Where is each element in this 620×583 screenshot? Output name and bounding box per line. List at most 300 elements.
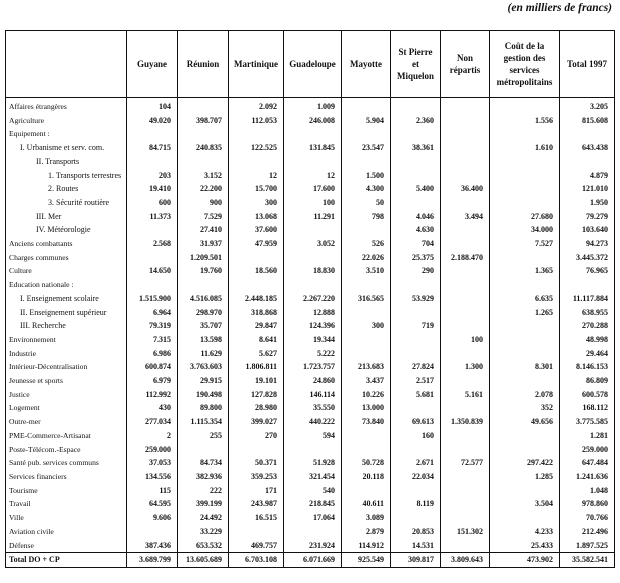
cell-value (490, 278, 560, 292)
cell-value (490, 98, 560, 114)
cell-value: 122.525 (229, 141, 284, 155)
cell-value: 27.824 (391, 360, 441, 374)
cell-value (490, 251, 560, 265)
cell-value: 50.728 (342, 456, 391, 470)
cell-value: 14.650 (127, 264, 178, 278)
cell-value: 84.715 (127, 141, 178, 155)
cell-value: 300 (342, 319, 391, 333)
cell-value: 3.494 (441, 210, 490, 224)
cell-value: 5.904 (342, 114, 391, 128)
cell-value (284, 155, 342, 169)
cell-value (391, 347, 441, 361)
cell-value (284, 251, 342, 265)
cell-value (127, 525, 178, 539)
cell-value (284, 525, 342, 539)
cell-value: 38.361 (391, 141, 441, 155)
cell-value: 22.034 (391, 470, 441, 484)
cell-value (178, 155, 229, 169)
cell-value: 131.845 (284, 141, 342, 155)
cell-value: 653.532 (178, 539, 229, 553)
cell-value: 79.279 (560, 210, 615, 224)
cell-value: 4.046 (391, 210, 441, 224)
cell-value: 1.281 (560, 429, 615, 443)
cell-value (441, 278, 490, 292)
cell-value (342, 155, 391, 169)
cell-value: 84.734 (178, 456, 229, 470)
cell-value: 36.400 (441, 182, 490, 196)
table-row (6, 470, 615, 484)
cell-value: 24.492 (178, 511, 229, 525)
row-label: Outre-mer (6, 415, 127, 429)
cell-value: 100 (284, 196, 342, 210)
cell-value: 7.315 (127, 333, 178, 347)
row-label: Défense (6, 539, 127, 553)
cell-value: 270.288 (560, 319, 615, 333)
row-label: II. Enseignement supérieur (6, 306, 127, 320)
cell-value: 600.874 (127, 360, 178, 374)
cell-value (391, 401, 441, 415)
cell-value: 430 (127, 401, 178, 415)
cell-value: 15.700 (229, 182, 284, 196)
cell-value: 35.707 (178, 319, 229, 333)
cell-value (342, 443, 391, 457)
cell-value: 160 (391, 429, 441, 443)
cell-value: 469.757 (229, 539, 284, 553)
cell-value: 2.671 (391, 456, 441, 470)
table-row (6, 497, 615, 511)
cell-value: 600 (127, 196, 178, 210)
cell-value: 4.300 (342, 182, 391, 196)
cell-value: 20.853 (391, 525, 441, 539)
cell-value: 978.860 (560, 497, 615, 511)
cell-value: 27.680 (490, 210, 560, 224)
cell-value (229, 251, 284, 265)
cell-value (178, 98, 229, 114)
table-row (6, 429, 615, 443)
cell-value (441, 539, 490, 553)
cell-value (342, 347, 391, 361)
cell-value: 3.437 (342, 374, 391, 388)
table-row (6, 415, 615, 429)
cell-value: 115 (127, 484, 178, 498)
cell-value (560, 278, 615, 292)
cell-value: 6.635 (490, 292, 560, 306)
row-label: Affaires étrangères (6, 98, 127, 114)
cell-value: 318.868 (229, 306, 284, 320)
table-row (6, 127, 615, 141)
cell-value: 171 (229, 484, 284, 498)
cell-value: 218.845 (284, 497, 342, 511)
cell-value: 4.630 (391, 223, 441, 237)
cell-value: 212.496 (560, 525, 615, 539)
cell-value (229, 525, 284, 539)
cell-value: 3.152 (178, 169, 229, 183)
cell-value: 112.053 (229, 114, 284, 128)
cell-value: 798 (342, 210, 391, 224)
table-row (6, 306, 615, 320)
row-label: III. Mer (6, 210, 127, 224)
cell-value: 1.556 (490, 114, 560, 128)
cell-value: 4.233 (490, 525, 560, 539)
cell-value: 316.565 (342, 292, 391, 306)
cell-value: 86.809 (560, 374, 615, 388)
cell-value: 72.577 (441, 456, 490, 470)
table-row (6, 456, 615, 470)
table-row (6, 333, 615, 347)
cell-value: 643.438 (560, 141, 615, 155)
cell-value: 309.817 (391, 553, 441, 568)
row-label: 1. Transports terrestres (6, 169, 127, 183)
cell-value (441, 429, 490, 443)
cell-value: 382.936 (178, 470, 229, 484)
row-label: Industrie (6, 347, 127, 361)
cell-value (490, 443, 560, 457)
cell-value: 255 (178, 429, 229, 443)
table-row (6, 319, 615, 333)
cell-value: 34.000 (490, 223, 560, 237)
row-label: Anciens combattants (6, 237, 127, 251)
cell-value (490, 127, 560, 141)
cell-value: 2.267.220 (284, 292, 342, 306)
cell-value: 100 (441, 333, 490, 347)
cell-value (391, 278, 441, 292)
cell-value: 900 (178, 196, 229, 210)
cell-value: 37.600 (229, 223, 284, 237)
cell-value: 1.265 (490, 306, 560, 320)
cell-value: 49.020 (127, 114, 178, 128)
cell-value (391, 169, 441, 183)
cell-value: 79.319 (127, 319, 178, 333)
cell-value: 473.902 (490, 553, 560, 568)
cell-value: 222 (178, 484, 229, 498)
row-label: Logement (6, 401, 127, 415)
cell-value: 2.092 (229, 98, 284, 114)
cell-value: 5.222 (284, 347, 342, 361)
cell-value: 3.445.372 (560, 251, 615, 265)
cell-value (342, 429, 391, 443)
cell-value (127, 223, 178, 237)
table-row (6, 169, 615, 183)
cell-value: 6.979 (127, 374, 178, 388)
cell-value (441, 114, 490, 128)
cell-value: 51.928 (284, 456, 342, 470)
cell-value (441, 443, 490, 457)
cell-value: 298.970 (178, 306, 229, 320)
row-label: II. Transports (6, 155, 127, 169)
cell-value (127, 155, 178, 169)
cell-value (178, 443, 229, 457)
cell-value: 2.360 (391, 114, 441, 128)
cell-value (391, 155, 441, 169)
cell-value: 11.629 (178, 347, 229, 361)
cell-value: 5.627 (229, 347, 284, 361)
cell-value: 112.992 (127, 388, 178, 402)
row-label: Total DO + CP (6, 553, 127, 568)
cell-value: 290 (391, 264, 441, 278)
cell-value (441, 196, 490, 210)
table-row (6, 539, 615, 553)
table-body (6, 98, 615, 568)
cell-value: 300 (229, 196, 284, 210)
cell-value (441, 98, 490, 114)
cell-value: 925.549 (342, 553, 391, 568)
cell-value (441, 470, 490, 484)
row-label: 2. Routes (6, 182, 127, 196)
cell-value: 20.118 (342, 470, 391, 484)
cell-value: 103.640 (560, 223, 615, 237)
cell-value (490, 511, 560, 525)
cell-value (560, 127, 615, 141)
cell-value: 7.527 (490, 237, 560, 251)
cell-value (441, 484, 490, 498)
cell-value: 3.809.643 (441, 553, 490, 568)
column-header: Réunion (178, 31, 229, 98)
cell-value: 13.068 (229, 210, 284, 224)
row-label: Aviation civile (6, 525, 127, 539)
cell-value (560, 155, 615, 169)
table-row (6, 347, 615, 361)
cell-value: 1.350.839 (441, 415, 490, 429)
cell-value (178, 278, 229, 292)
cell-value (391, 306, 441, 320)
cell-value: 29.915 (178, 374, 229, 388)
cell-value: 321.454 (284, 470, 342, 484)
cell-value: 4.516.085 (178, 292, 229, 306)
unit-note: (en milliers de francs) (507, 2, 612, 14)
cell-value: 3.510 (342, 264, 391, 278)
cell-value: 168.112 (560, 401, 615, 415)
total-row (6, 553, 615, 568)
cell-value (229, 155, 284, 169)
cell-value: 11.291 (284, 210, 342, 224)
row-label: Education nationale : (6, 278, 127, 292)
cell-value (284, 278, 342, 292)
row-label: III. Recherche (6, 319, 127, 333)
header-row (6, 31, 615, 98)
table-row (6, 264, 615, 278)
cell-value: 2.879 (342, 525, 391, 539)
cell-value: 3.089 (342, 511, 391, 525)
table-row (6, 155, 615, 169)
cell-value: 398.707 (178, 114, 229, 128)
cell-value (127, 278, 178, 292)
cell-value: 121.010 (560, 182, 615, 196)
column-header: Guyane (127, 31, 178, 98)
row-label: Agriculture (6, 114, 127, 128)
cell-value (441, 319, 490, 333)
cell-value: 64.595 (127, 497, 178, 511)
cell-value: 231.924 (284, 539, 342, 553)
cell-value (441, 401, 490, 415)
cell-value (178, 127, 229, 141)
column-header: Guadeloupe (284, 31, 342, 98)
cell-value: 134.556 (127, 470, 178, 484)
cell-value: 1.365 (490, 264, 560, 278)
cell-value: 73.840 (342, 415, 391, 429)
cell-value: 7.529 (178, 210, 229, 224)
cell-value: 33.229 (178, 525, 229, 539)
cell-value (391, 511, 441, 525)
cell-value: 12.888 (284, 306, 342, 320)
cell-value: 1.115.354 (178, 415, 229, 429)
cell-value: 16.515 (229, 511, 284, 525)
row-label: Tourisme (6, 484, 127, 498)
cell-value (490, 196, 560, 210)
cell-value (490, 155, 560, 169)
cell-value: 9.606 (127, 511, 178, 525)
cell-value (391, 333, 441, 347)
cell-value (342, 333, 391, 347)
cell-value: 3.689.799 (127, 553, 178, 568)
cell-value: 399.027 (229, 415, 284, 429)
table-row (6, 374, 615, 388)
cell-value: 18.560 (229, 264, 284, 278)
cell-value (284, 223, 342, 237)
table-row (6, 98, 615, 114)
cell-value: 1.515.900 (127, 292, 178, 306)
cell-value (490, 333, 560, 347)
cell-value: 5.161 (441, 388, 490, 402)
cell-value: 104 (127, 98, 178, 114)
cell-value: 387.436 (127, 539, 178, 553)
cell-value: 124.396 (284, 319, 342, 333)
cell-value (441, 169, 490, 183)
cell-value: 29.847 (229, 319, 284, 333)
cell-value (441, 141, 490, 155)
row-label: Intérieur-Décentralisation (6, 360, 127, 374)
table-row (6, 401, 615, 415)
row-label: Santé pub. services communs (6, 456, 127, 470)
cell-value: 19.410 (127, 182, 178, 196)
cell-value: 2.078 (490, 388, 560, 402)
cell-value (490, 429, 560, 443)
cell-value: 49.656 (490, 415, 560, 429)
cell-value: 259.000 (560, 443, 615, 457)
cell-value (490, 347, 560, 361)
cell-value: 19.760 (178, 264, 229, 278)
cell-value (342, 127, 391, 141)
cell-value (441, 155, 490, 169)
cell-value (229, 443, 284, 457)
cell-value: 17.064 (284, 511, 342, 525)
table-row (6, 360, 615, 374)
table-row (6, 484, 615, 498)
cell-value: 151.302 (441, 525, 490, 539)
cell-value: 1.610 (490, 141, 560, 155)
cell-value: 2.448.185 (229, 292, 284, 306)
cell-value: 31.937 (178, 237, 229, 251)
table-row (6, 237, 615, 251)
cell-value: 19.344 (284, 333, 342, 347)
cell-value (229, 127, 284, 141)
cell-value (342, 223, 391, 237)
cell-value (441, 237, 490, 251)
cell-value: 647.484 (560, 456, 615, 470)
cell-value: 37.053 (127, 456, 178, 470)
cell-value (490, 374, 560, 388)
cell-value: 213.683 (342, 360, 391, 374)
cell-value: 47.959 (229, 237, 284, 251)
cell-value: 29.464 (560, 347, 615, 361)
cell-value: 13.598 (178, 333, 229, 347)
cell-value: 27.410 (178, 223, 229, 237)
cell-value: 399.199 (178, 497, 229, 511)
cell-value: 11.373 (127, 210, 178, 224)
cell-value: 4.879 (560, 169, 615, 183)
cell-value: 53.929 (391, 292, 441, 306)
cell-value: 638.955 (560, 306, 615, 320)
row-label: Jeunesse et sports (6, 374, 127, 388)
cell-value (441, 223, 490, 237)
cell-value: 3.504 (490, 497, 560, 511)
cell-value: 270 (229, 429, 284, 443)
cell-value: 13.605.689 (178, 553, 229, 568)
cell-value (127, 127, 178, 141)
cell-value: 259.000 (127, 443, 178, 457)
table-row (6, 525, 615, 539)
cell-value: 40.611 (342, 497, 391, 511)
row-label: Justice (6, 388, 127, 402)
row-label: I. Enseignement scolaire (6, 292, 127, 306)
column-header: Non répartis (441, 31, 490, 98)
cell-value (342, 98, 391, 114)
cell-value: 203 (127, 169, 178, 183)
cell-value: 6.964 (127, 306, 178, 320)
cell-value: 526 (342, 237, 391, 251)
cell-value (490, 484, 560, 498)
cell-value: 48.998 (560, 333, 615, 347)
cell-value: 8.119 (391, 497, 441, 511)
cell-value: 8.146.153 (560, 360, 615, 374)
cell-value: 1.009 (284, 98, 342, 114)
cell-value: 240.835 (178, 141, 229, 155)
cell-value (342, 278, 391, 292)
column-header: Coût de la gestion des services métropolitains (490, 31, 560, 98)
cell-value: 600.578 (560, 388, 615, 402)
cell-value (229, 278, 284, 292)
cell-value: 24.860 (284, 374, 342, 388)
table-row (6, 388, 615, 402)
cell-value: 13.000 (342, 401, 391, 415)
cell-value: 22.200 (178, 182, 229, 196)
cell-value: 6.071.669 (284, 553, 342, 568)
cell-value: 704 (391, 237, 441, 251)
cell-value: 50.371 (229, 456, 284, 470)
cell-value (441, 127, 490, 141)
cell-value: 1.209.501 (178, 251, 229, 265)
cell-value: 359.253 (229, 470, 284, 484)
header-corner (6, 31, 127, 98)
cell-value: 69.613 (391, 415, 441, 429)
cell-value (391, 98, 441, 114)
cell-value: 76.965 (560, 264, 615, 278)
cell-value (342, 306, 391, 320)
row-label: Equipement : (6, 127, 127, 141)
cell-value: 1.897.525 (560, 539, 615, 553)
cell-value: 6.986 (127, 347, 178, 361)
table-row (6, 223, 615, 237)
table-row (6, 292, 615, 306)
row-label: 3. Sécurité routière (6, 196, 127, 210)
cell-value (490, 182, 560, 196)
table-row (6, 114, 615, 128)
cell-value: 2.188.470 (441, 251, 490, 265)
cell-value (391, 443, 441, 457)
row-label: Environnement (6, 333, 127, 347)
row-label: I. Urbanisme et serv. com. (6, 141, 127, 155)
cell-value: 25.375 (391, 251, 441, 265)
cell-value: 540 (284, 484, 342, 498)
